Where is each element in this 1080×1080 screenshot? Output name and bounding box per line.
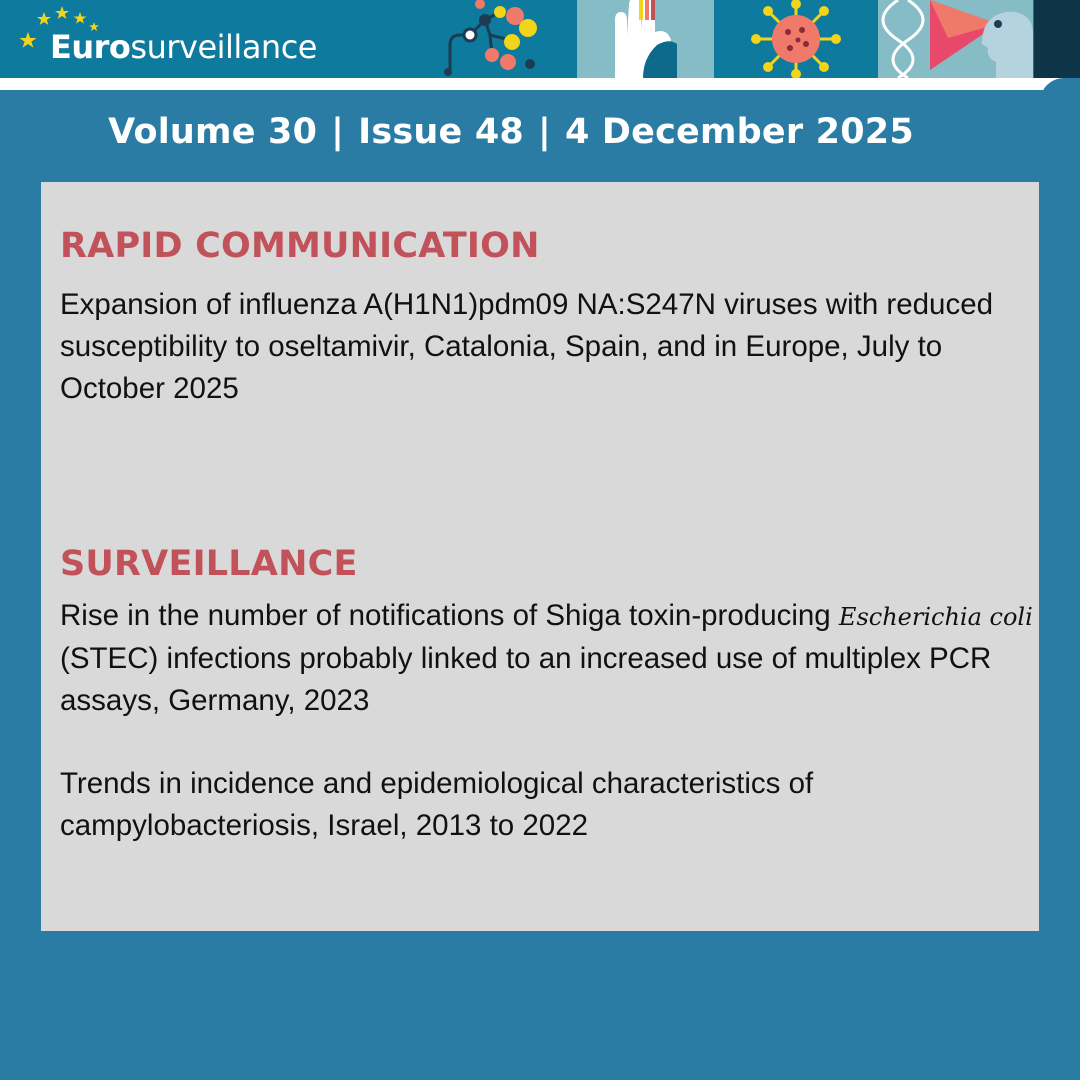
header-edge-panel bbox=[1034, 0, 1080, 78]
issue-info bbox=[0, 112, 1022, 152]
hand-icon bbox=[577, 0, 714, 78]
volume-label: Volume 30 bbox=[108, 112, 318, 152]
article-link-campylobacteriosis[interactable]: Trends in incidence and epidemiological characteristics of campylobacteriosis, Israel, 2013 to 2022 bbox=[60, 767, 814, 842]
separator: | bbox=[331, 112, 345, 152]
virus-icon bbox=[716, 0, 876, 78]
molecule-network-icon bbox=[430, 0, 575, 78]
brand-logo[interactable]: Eurosurveillance bbox=[50, 28, 317, 66]
issue-number: Issue 48 bbox=[358, 112, 524, 152]
contents-card bbox=[41, 182, 1039, 931]
header-banner bbox=[0, 0, 1080, 78]
article-link-influenza[interactable]: Expansion of influenza A(H1N1)pdm09 NA:S247N viruses with reduced susceptibility to oseltamivir, Catalonia, Spain, and in Europe, July to October 2025 bbox=[60, 288, 994, 405]
dna-head-icon bbox=[878, 0, 1033, 78]
separator: | bbox=[537, 112, 551, 152]
issue-date: 4 December 2025 bbox=[564, 112, 914, 152]
section-heading-surveillance: SURVEILLANCE bbox=[60, 544, 358, 584]
species-name: Escherichia coli bbox=[838, 603, 1033, 631]
section-heading-rapid-communication: RAPID COMMUNICATION bbox=[60, 226, 540, 266]
article-link-stec[interactable]: Rise in the number of notifications of Shiga toxin-producing Escherichia coli (STEC) infections probably linked to an increased use of multiplex PCR assays, Germany, 2023 bbox=[60, 599, 1033, 717]
header-divider bbox=[0, 78, 1080, 90]
